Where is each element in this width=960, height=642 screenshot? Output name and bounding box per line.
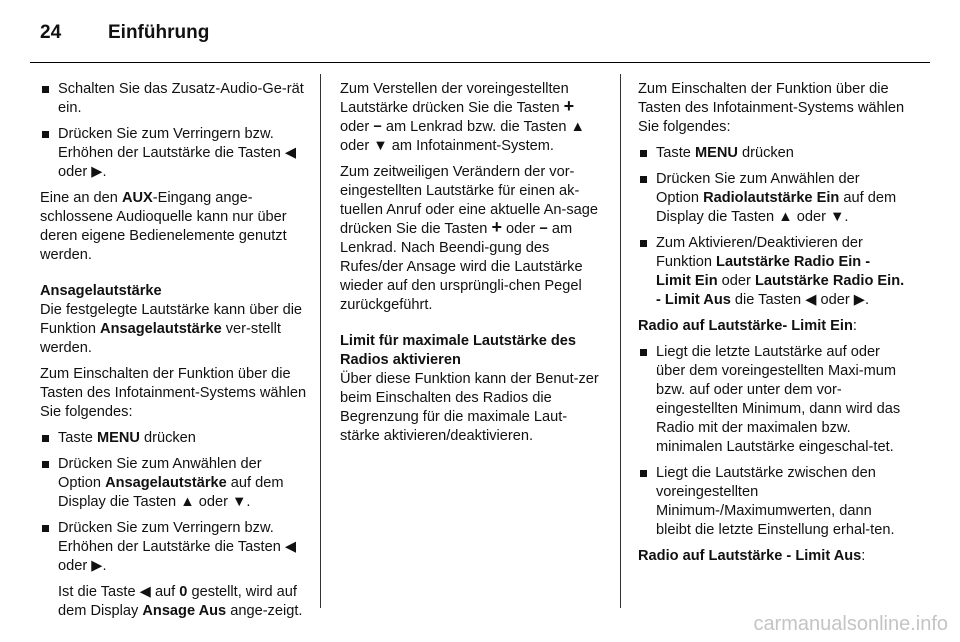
paragraph: Ist die Taste ◀ auf 0 gestellt, wird auf dem Display Ansage Aus ange-zeigt.: [58, 584, 303, 619]
column-divider: [620, 74, 621, 608]
paragraph: Zum Einschalten der Funktion über die Tasten des Infotainment-Systems wählen Sie folgendes:: [40, 366, 307, 420]
section-heading: Ansagelautstärke: [40, 283, 162, 299]
paragraph: Über diese Funktion kann der Benut-zer beim Einschalten des Radios die Begrenzung für die maximale Laut-stärke aktivieren/deaktivieren.: [340, 371, 599, 444]
list-item: Liegt die letzte Lautstärke auf oder über dem voreingestellten Maxi-mum bzw. auf oder unter dem vor-eingestellten Minimum, dann wird das Radio mit der maximalen bzw. minimalen Lautstärke eingeschal-tet.: [638, 343, 906, 457]
column-right: [638, 80, 906, 573]
paragraph: Eine an den AUX-Eingang ange-schlossene Audioquelle kann nur über deren eigene Bedienelemente genutzt werden.: [40, 190, 287, 263]
paragraph: Die festgelegte Lautstärke kann über die Funktion Ansagelautstärke ver-stellt werden.: [40, 302, 303, 356]
list-item: Schalten Sie das Zusatz-Audio-Ge-rät ein.: [40, 80, 308, 118]
list-item: Drücken Sie zum Anwählen der Option Radiolautstärke Ein auf dem Display die Tasten ▲ oder ▼.: [638, 170, 906, 227]
page-number: 24: [40, 22, 62, 43]
page-header: [40, 22, 209, 44]
plus-icon: +: [491, 217, 502, 237]
minus-icon: −: [539, 221, 548, 237]
list-item: Taste MENU drücken: [40, 429, 308, 448]
list-item: Drücken Sie zum Anwählen der Option Ansagelautstärke auf dem Display die Tasten ▲ oder ▼.: [40, 455, 308, 512]
list-item: Taste MENU drücken: [638, 144, 906, 163]
list-item: Liegt die Lautstärke zwischen den voreingestellten Minimum-/Maximumwerten, dann bleibt die letzte Einstellung erhal-ten.: [638, 464, 906, 540]
section-label: Radio auf Lautstärke - Limit Aus:: [638, 548, 866, 564]
paragraph: Zum zeitweiligen Verändern der vor-eingestellten Lautstärke für einen ak-tuellen Anruf oder eine aktuelle An-sage drücken Sie die Tasten + oder − am Lenkrad. Nach Beendi-gung des Rufes/der Ansage wird die Lautstärke wieder auf den ursprüngli-chen Pegel zurückgeführt.: [340, 164, 599, 313]
page-title: Einführung: [108, 22, 210, 43]
watermark: carmanualsonline.info: [753, 613, 948, 635]
section-heading: Limit für maximale Lautstärke des Radios aktivieren: [340, 333, 577, 368]
header-rule: [30, 62, 930, 63]
paragraph: Zum Verstellen der voreingestellten Lautstärke drücken Sie die Tasten + oder − am Lenkrad bzw. die Tasten ▲ oder ▼ am Infotainment-System.: [340, 81, 585, 154]
column-left: [40, 80, 308, 628]
list-item: Zum Aktivieren/Deaktivieren der Funktion Lautstärke Radio Ein - Limit Ein oder Lautstärke Radio Ein. - Limit Aus die Tasten ◀ oder ▶.: [638, 234, 906, 310]
paragraph: Zum Einschalten der Funktion über die Tasten des Infotainment-Systems wählen Sie folgendes:: [638, 81, 905, 135]
minus-icon: −: [373, 119, 382, 135]
plus-icon: +: [563, 96, 575, 116]
column-divider: [320, 74, 321, 608]
section-label: Radio auf Lautstärke- Limit Ein:: [638, 318, 857, 334]
column-middle: [340, 80, 606, 453]
list-item: Drücken Sie zum Verringern bzw. Erhöhen der Lautstärke die Tasten ◀ oder ▶.: [40, 125, 308, 182]
list-item: Drücken Sie zum Verringern bzw. Erhöhen der Lautstärke die Tasten ◀ oder ▶.: [40, 519, 308, 576]
